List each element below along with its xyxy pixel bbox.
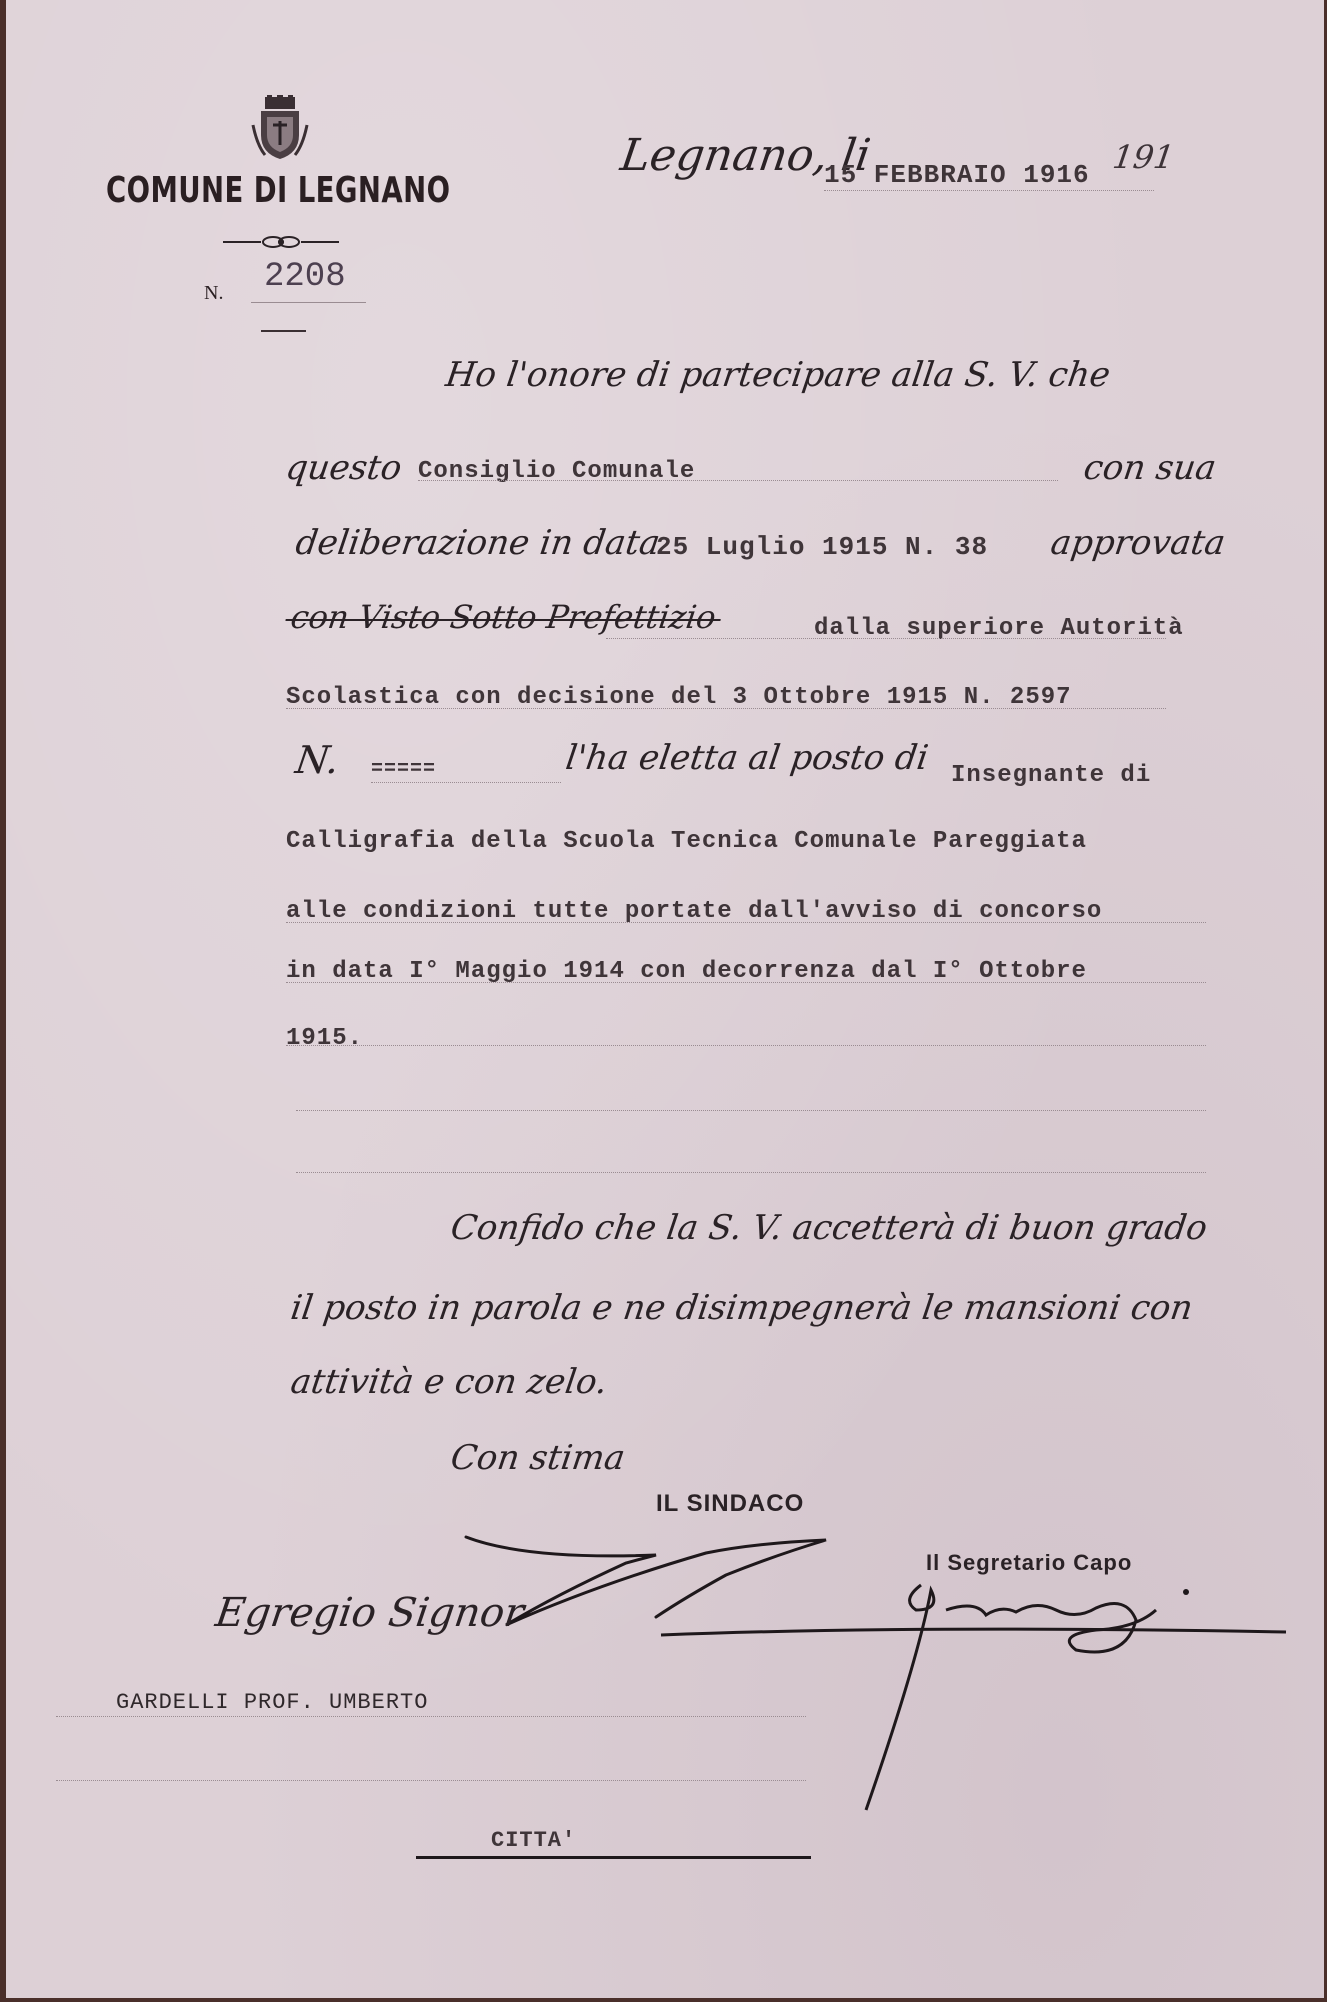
- struck-text: [288, 598, 718, 636]
- municipality-name: COMUNE DI LEGNANO: [106, 170, 451, 211]
- blank-rule-2: [296, 1172, 1206, 1173]
- letter-date: 15 FEBBRAIO 1916: [824, 160, 1090, 190]
- closing-regards: Con stima: [448, 1438, 628, 1478]
- line-6-rule: [371, 782, 561, 783]
- mayor-title: IL SINDACO: [656, 1490, 805, 1517]
- line-4-rule: [606, 638, 1166, 639]
- line-2-rule: [418, 480, 1058, 481]
- closing-para-line-3: attività e con zelo.: [288, 1362, 610, 1402]
- line-6-script: N.: [292, 738, 342, 782]
- line-6-typed: =====: [371, 758, 437, 781]
- secretary-signature: [656, 1580, 1296, 1820]
- line-2-typed: Consiglio Comunale: [418, 458, 696, 485]
- salutation: Egregio Signor: [212, 1590, 527, 1636]
- recipient-rule-2: [56, 1780, 806, 1781]
- line-8-rule: [286, 922, 1206, 923]
- struck-text-value: con Visto Sotto Prefettizio: [288, 598, 719, 636]
- line-9-typed: in data I° Maggio 1914 con decorrenza dal I° Ottobre: [286, 958, 1087, 985]
- line-4-typed: dalla superiore Autorità: [814, 615, 1184, 642]
- place-label: Legnano, li: [617, 130, 874, 181]
- protocol-line: [251, 302, 366, 303]
- blank-rule-1: [296, 1110, 1206, 1111]
- line-3-script: deliberazione in data: [293, 523, 663, 563]
- recipient-rule-1: [56, 1716, 806, 1717]
- line-5-typed: Scolastica con decisione del 3 Ottobre 1915 N. 2597: [286, 684, 1072, 711]
- year-prefix: 191: [1110, 138, 1177, 176]
- strike-line: [286, 619, 721, 621]
- closing-para-line-1: Confido che la S. V. accetterà di buon grado: [448, 1208, 1210, 1248]
- divider-dash: [261, 330, 306, 332]
- line-3-typed: 25 Luglio 1915 N. 38: [656, 532, 989, 562]
- line-3-script-end: approvata: [1048, 523, 1228, 563]
- line-6-typed-end: Insegnante di: [951, 762, 1152, 789]
- letter-page: [6, 0, 1324, 1998]
- line-8-typed: alle condizioni tutte portate dall'avviso di concorso: [286, 898, 1103, 925]
- protocol-number-label: N.: [204, 282, 224, 304]
- secretary-title: Il Segretario Capo: [926, 1550, 1133, 1575]
- opening-line: Ho l'onore di partecipare alla S. V. che: [443, 355, 1113, 395]
- line-10-typed: 1915.: [286, 1025, 364, 1052]
- line-9-rule: [286, 982, 1206, 983]
- closing-para-line-2: il posto in parola e ne disimpegnerà le mansioni con: [288, 1288, 1196, 1328]
- recipient-city: CITTA': [491, 1828, 577, 1853]
- protocol-number: 2208: [264, 258, 346, 296]
- coat-of-arms-icon: [251, 95, 309, 161]
- line-5-rule: [286, 708, 1166, 709]
- line-2-script: questo: [283, 448, 405, 488]
- line-10-rule: [286, 1045, 1206, 1046]
- line-7-typed: Calligrafia della Scuola Tecnica Comunale Pareggiata: [286, 828, 1087, 855]
- line-6-script-mid: l'ha eletta al posto di: [563, 738, 931, 778]
- line-2-script-end: con sua: [1081, 448, 1219, 488]
- city-underline: [416, 1856, 811, 1859]
- date-line: [824, 190, 1154, 191]
- recipient-name: GARDELLI PROF. UMBERTO: [116, 1690, 429, 1715]
- ornament-divider-icon: [221, 235, 341, 249]
